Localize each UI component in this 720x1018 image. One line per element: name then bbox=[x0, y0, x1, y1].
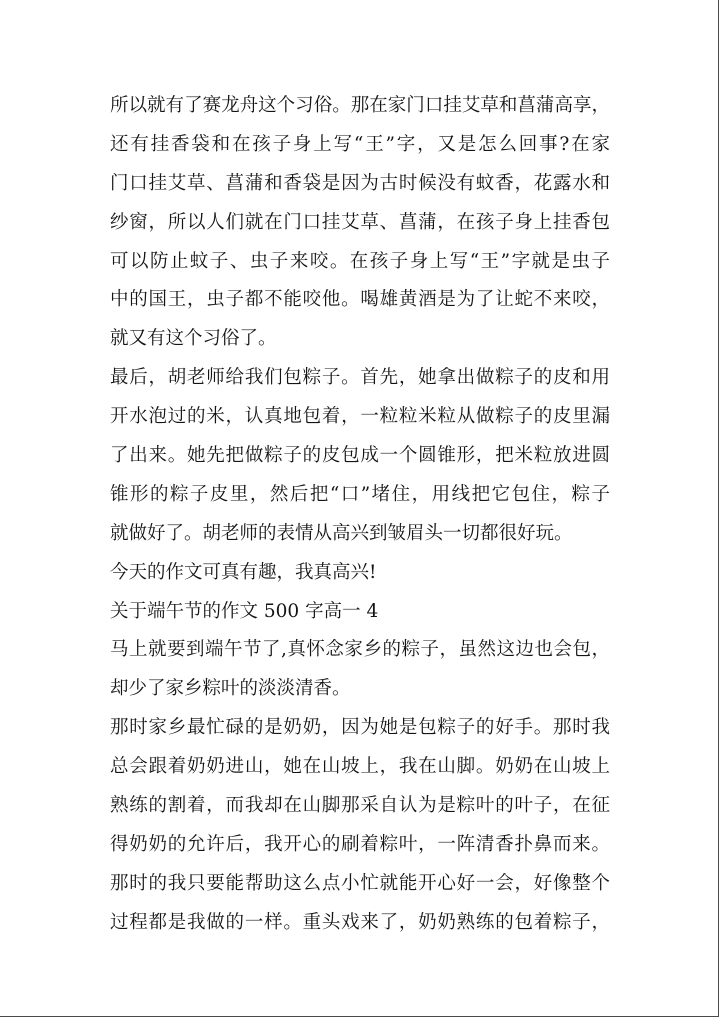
text-line: 总会跟着奶奶进山，她在山坡上，我在山脚。奶奶在山坡上 bbox=[110, 756, 610, 778]
text-line: 却少了家乡粽叶的淡淡清香。 bbox=[110, 678, 351, 700]
text-line: 今天的作文可真有趣，我真高兴! bbox=[110, 561, 377, 583]
text-line: 锥形的粽子皮里，然后把“口”堵住，用线把它包住，粽子 bbox=[110, 483, 610, 505]
text-line: 马上就要到端午节了,真怀念家乡的粽子，虽然这边也会包， bbox=[110, 639, 610, 661]
text-line: 还有挂香袋和在孩子身上写“王”字，又是怎么回事?在家 bbox=[110, 133, 610, 155]
text-line: 那时家乡最忙碌的是奶奶，因为她是包粽子的好手。那时我 bbox=[110, 717, 610, 739]
text-line: 了出来。她先把做粽子的皮包成一个圆锥形，把米粒放进圆 bbox=[110, 445, 610, 467]
section-heading: 关于端午节的作文 500 字高一 4 bbox=[110, 600, 379, 622]
text-line: 就做好了。胡老师的表情从高兴到皱眉头一切都很好玩。 bbox=[110, 522, 573, 544]
text-line: 就又有这个习俗了。 bbox=[110, 328, 277, 350]
text-line: 得奶奶的允许后，我开心的刷着粽叶，一阵清香扑鼻而来。 bbox=[110, 833, 610, 855]
text-line: 开水泡过的米，认真地包着，一粒粒米粒从做粽子的皮里漏 bbox=[110, 406, 610, 428]
text-line: 熟练的割着，而我却在山脚那采自认为是粽叶的叶子，在征 bbox=[110, 795, 610, 817]
text-line: 纱窗，所以人们就在门口挂艾草、菖蒲，在孩子身上挂香包 bbox=[110, 211, 610, 233]
text-line: 中的国王，虫子都不能咬他。喝雄黄酒是为了让蛇不来咬， bbox=[110, 289, 610, 311]
text-line: 可以防止蚊子、虫子来咬。在孩子身上写“王”字就是虫子 bbox=[110, 250, 610, 272]
text-line: 门口挂艾草、菖蒲和香袋是因为古时候没有蚊香，花露水和 bbox=[110, 172, 610, 194]
text-line: 所以就有了赛龙舟这个习俗。那在家门口挂艾草和菖蒲高享， bbox=[110, 95, 610, 116]
text-line: 过程都是我做的一样。重头戏来了，奶奶熟练的包着粽子， bbox=[110, 911, 610, 933]
text-line: 最后，胡老师给我们包粽子。首先，她拿出做粽子的皮和用 bbox=[110, 367, 610, 389]
text-line: 那时的我只要能帮助这么点小忙就能开心好一会，好像整个 bbox=[110, 872, 610, 894]
body-text bbox=[110, 87, 610, 943]
